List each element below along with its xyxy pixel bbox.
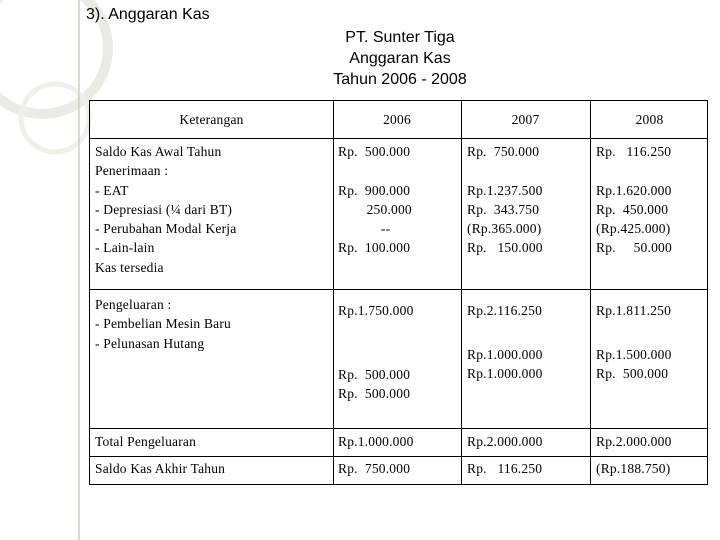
cash-budget-table xyxy=(89,100,708,485)
row-divider xyxy=(90,456,707,457)
column-divider xyxy=(590,101,591,484)
row-total-pengeluaran-label: Total Pengeluaran xyxy=(95,434,197,449)
column-divider xyxy=(461,101,462,484)
row-pengeluaran-items-2006: Rp. 500.000 Rp. 500.000 xyxy=(338,367,411,402)
row-pengeluaran-label: Pengeluaran : - Pembelian Mesin Baru - Pelunasan Hutang xyxy=(95,297,231,351)
row-penerimaan-2007: Rp. 750.000 Rp.1.237.500 Rp. 343.750 (Rp.365.000) Rp. 150.000 xyxy=(467,144,543,256)
row-saldo-akhir-2008: (Rp.188.750) xyxy=(596,461,671,476)
row-pengeluaran-total-2008: Rp.1.811.250 xyxy=(596,303,672,318)
row-total-pengeluaran-2006: Rp.1.000.000 xyxy=(338,434,414,449)
row-saldo-akhir-2006: Rp. 750.000 xyxy=(338,461,411,476)
slide-title: 3). Anggaran Kas xyxy=(86,6,210,23)
header-year-2006: 2006 xyxy=(383,112,411,127)
report-period: Tahun 2006 - 2008 xyxy=(333,71,467,88)
row-penerimaan-2006: Rp. 500.000 Rp. 900.000 250.000 -- Rp. 100.000 xyxy=(338,144,412,256)
row-divider xyxy=(90,289,707,290)
row-divider xyxy=(90,138,707,139)
header-year-2008: 2008 xyxy=(635,112,664,127)
row-pengeluaran-items-2008: Rp.1.500.000 Rp. 500.000 xyxy=(596,347,672,382)
column-divider xyxy=(333,101,334,484)
header-year-2007: 2007 xyxy=(511,112,540,127)
row-penerimaan-label: Saldo Kas Awal Tahun Penerimaan : - EAT - Depresiasi (¼ dari BT) - Perubahan Modal Kerja - Lain-lain Kas tersedia xyxy=(95,144,237,275)
row-saldo-akhir-label: Saldo Kas Akhir Tahun xyxy=(95,461,226,476)
row-pengeluaran-total-2007: Rp.2.116.250 xyxy=(467,303,543,318)
row-penerimaan-2008: Rp. 116.250 Rp.1.620.000 Rp. 450.000 (Rp.425.000) Rp. 50.000 xyxy=(596,144,672,256)
company-name: PT. Sunter Tiga xyxy=(345,29,455,46)
header-keterangan: Keterangan xyxy=(179,112,244,127)
row-total-pengeluaran-2007: Rp.2.000.000 xyxy=(467,434,543,449)
row-pengeluaran-total-2006: Rp.1.750.000 xyxy=(338,303,414,318)
row-saldo-akhir-2007: Rp. 116.250 xyxy=(467,461,543,476)
row-total-pengeluaran-2008: Rp.2.000.000 xyxy=(596,434,672,449)
row-pengeluaran-items-2007: Rp.1.000.000 Rp.1.000.000 xyxy=(467,347,543,382)
report-title: Anggaran Kas xyxy=(349,50,451,67)
row-divider xyxy=(90,428,707,429)
